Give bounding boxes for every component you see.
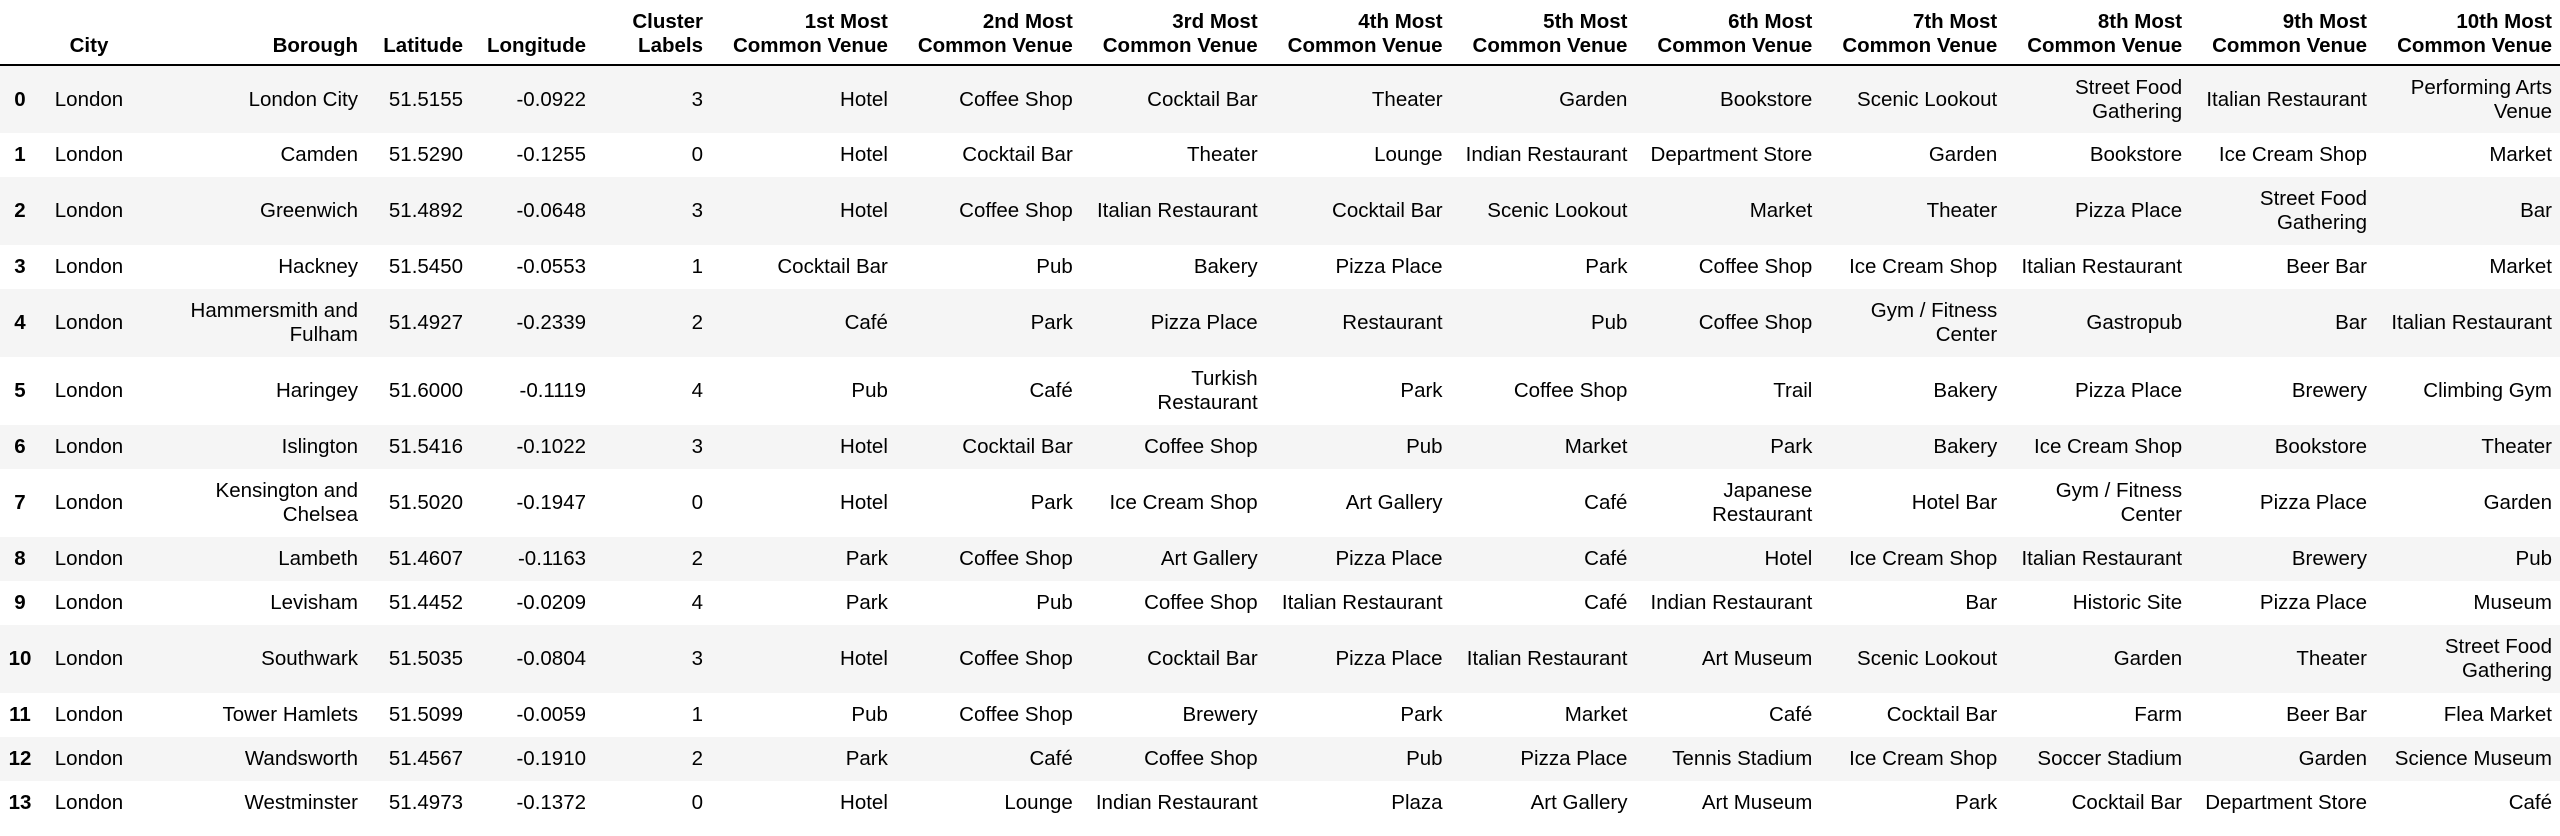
row-index: 10: [8, 647, 32, 670]
column-header: 4th Most Common Venue: [1266, 0, 1451, 65]
table-cell: Islington: [281, 435, 358, 458]
table-cell: Pub: [1036, 255, 1073, 278]
table-cell: Café: [1584, 491, 1628, 514]
table-cell: Café: [1584, 547, 1628, 570]
table-cell: Bookstore: [1720, 87, 1813, 111]
table-cell: 51.5450: [388, 255, 463, 278]
column-header: 9th Most Common Venue: [2190, 0, 2375, 65]
table-cell: Pub: [1406, 747, 1443, 770]
table-cell: Soccer Stadium: [2037, 747, 2183, 770]
table-cell: Brewery: [2291, 547, 2368, 570]
column-header: 6th Most Common Venue: [1635, 0, 1820, 65]
table-cell: Italian Restaurant: [2021, 255, 2183, 278]
index-header: [0, 0, 40, 65]
table-cell: Café: [2508, 791, 2552, 814]
table-row: [0, 133, 2560, 177]
table-cell: Café: [1029, 747, 1073, 770]
table-row: [0, 289, 2560, 357]
table-cell: Gastropub: [2086, 311, 2183, 334]
table-cell: Hotel: [840, 435, 888, 458]
table-cell: Pub: [851, 703, 888, 726]
table-cell: 51.5099: [388, 703, 463, 726]
table-cell: Flea Market: [2443, 703, 2552, 726]
table-cell: Science Museum: [2394, 747, 2552, 770]
table-cell: Street Food Gathering: [2075, 75, 2183, 123]
row-index: 11: [9, 703, 31, 726]
column-header: 7th Most Common Venue: [1820, 0, 2005, 65]
row-index: 9: [14, 591, 26, 614]
row-index: 13: [8, 791, 32, 814]
table-cell: Haringey: [275, 379, 358, 402]
table-cell: Hotel: [840, 491, 888, 514]
city-cell: London: [54, 87, 124, 111]
table-cell: Department Store: [1650, 143, 1813, 166]
table-cell: Museum: [2473, 591, 2552, 614]
table-cell: Park: [845, 591, 888, 614]
table-cell: Levisham: [270, 591, 358, 614]
table-cell: 51.5416: [388, 435, 463, 458]
table-row: [0, 581, 2560, 625]
table-cell: 4: [691, 379, 703, 402]
table-cell: Hotel: [1764, 547, 1813, 570]
table-cell: Pub: [2515, 547, 2552, 570]
table-cell: Department Store: [2205, 791, 2368, 814]
table-cell: Bar: [2335, 311, 2368, 334]
table-cell: Indian Restaurant: [1465, 143, 1628, 166]
table-cell: Bar: [2520, 199, 2552, 222]
city-cell: London: [54, 647, 124, 670]
table-cell: Ice Cream Shop: [1849, 547, 1998, 570]
table-cell: Brewery: [1182, 703, 1258, 726]
table-cell: Turkish Restaurant: [1157, 367, 1258, 414]
table-cell: Indian Restaurant: [1650, 591, 1813, 614]
table-cell: Bookstore: [2089, 143, 2183, 166]
table-cell: -0.2339: [516, 311, 586, 334]
table-cell: Pub: [1406, 435, 1443, 458]
table-cell: -0.0648: [516, 199, 586, 222]
city-cell: London: [54, 791, 124, 814]
row-index: 12: [8, 747, 32, 770]
table-cell: Market: [1564, 435, 1628, 458]
table-row: [0, 65, 2560, 133]
table-cell: Bakery: [1933, 435, 1998, 458]
row-index: 3: [14, 255, 26, 278]
table-cell: Park: [1585, 255, 1628, 278]
table-cell: Scenic Lookout: [1857, 87, 1998, 111]
column-header: 8th Most Common Venue: [2005, 0, 2190, 65]
table-cell: Pub: [1590, 311, 1628, 334]
table-cell: Lounge: [1004, 791, 1073, 814]
table-cell: Scenic Lookout: [1487, 199, 1628, 222]
row-index: 8: [14, 547, 26, 570]
table-cell: Farm: [2134, 703, 2183, 726]
table-cell: Bakery: [1193, 255, 1258, 278]
table-cell: Café: [844, 311, 888, 334]
table-cell: 51.4892: [388, 199, 463, 222]
table-cell: Beer Bar: [2286, 703, 2368, 726]
table-cell: 0: [691, 491, 703, 514]
city-cell: London: [54, 311, 124, 334]
table-row: [0, 625, 2560, 693]
table-cell: 3: [691, 87, 703, 111]
table-cell: Market: [2489, 255, 2552, 278]
table-cell: Climbing Gym: [2423, 379, 2552, 402]
table-cell: Coffee Shop: [1144, 591, 1258, 614]
table-cell: 51.4973: [388, 791, 463, 814]
table-cell: -0.1947: [516, 491, 586, 514]
table-cell: Park: [1400, 379, 1443, 402]
table-cell: Pizza Place: [1150, 311, 1258, 334]
table-cell: -0.0059: [516, 703, 586, 726]
table-cell: Hotel: [840, 87, 888, 111]
table-cell: 51.4452: [388, 591, 463, 614]
row-index: 6: [14, 435, 26, 458]
table-cell: Coffee Shop: [959, 547, 1073, 570]
city-cell: London: [54, 703, 124, 726]
table-cell: 0: [691, 791, 703, 814]
column-header: 3rd Most Common Venue: [1081, 0, 1266, 65]
table-cell: Gym / Fitness Center: [1870, 299, 1998, 346]
table-cell: Garden: [2113, 647, 2183, 670]
table-cell: Coffee Shop: [1513, 379, 1628, 402]
table-cell: Cocktail Bar: [962, 435, 1073, 458]
table-cell: 1: [691, 703, 703, 726]
table-cell: Theater: [1187, 143, 1258, 166]
column-header: 5th Most Common Venue: [1451, 0, 1636, 65]
table-cell: 51.6000: [388, 379, 463, 402]
table-cell: Kensington and Chelsea: [215, 479, 358, 526]
table-cell: Westminster: [244, 791, 358, 814]
column-header: Borough: [138, 0, 366, 65]
table-cell: Cocktail Bar: [962, 143, 1073, 166]
column-header: Latitude: [366, 0, 471, 65]
table-cell: Café: [1584, 591, 1628, 614]
table-body: [0, 65, 2560, 825]
table-cell: Italian Restaurant: [1096, 199, 1258, 222]
city-cell: London: [54, 379, 124, 402]
table-row: [0, 357, 2560, 425]
table-cell: Scenic Lookout: [1857, 647, 1998, 670]
table-cell: 51.4567: [388, 747, 463, 770]
table-cell: Theater: [1926, 199, 1998, 222]
table-cell: 3: [691, 199, 703, 222]
city-cell: London: [54, 255, 124, 278]
table-cell: -0.1255: [516, 143, 586, 166]
table-row: [0, 537, 2560, 581]
table-cell: Cocktail Bar: [2071, 791, 2183, 814]
table-cell: Lambeth: [278, 547, 358, 570]
table-cell: Theater: [2481, 435, 2552, 458]
table-row: [0, 425, 2560, 469]
city-cell: London: [54, 747, 124, 770]
table-cell: 51.4607: [388, 547, 463, 570]
table-cell: Art Museum: [1701, 647, 1813, 670]
table-cell: Cocktail Bar: [1147, 647, 1258, 670]
table-cell: 2: [691, 547, 703, 570]
city-cell: London: [54, 199, 124, 222]
table-cell: Coffee Shop: [959, 703, 1073, 726]
table-cell: Cocktail Bar: [1886, 703, 1998, 726]
table-cell: Ice Cream Shop: [2034, 435, 2183, 458]
table-cell: Hotel: [840, 143, 888, 166]
table-cell: Coffee Shop: [959, 199, 1073, 222]
table-cell: Hammersmith and Fulham: [190, 299, 358, 346]
table-cell: Park: [1030, 491, 1073, 514]
table-cell: Art Gallery: [1160, 547, 1258, 570]
table-cell: Pizza Place: [2075, 199, 2183, 222]
table-cell: Pizza Place: [1335, 547, 1443, 570]
table-cell: Park: [1770, 435, 1813, 458]
table-cell: 51.5290: [388, 143, 463, 166]
column-header: 10th Most Common Venue: [2375, 0, 2560, 65]
table-cell: Park: [1955, 791, 1998, 814]
table-cell: 4: [691, 591, 703, 614]
table-cell: Theater: [2296, 647, 2368, 670]
table-row: [0, 469, 2560, 537]
table-cell: Garden: [2298, 747, 2368, 770]
row-index: 7: [14, 491, 26, 514]
table-cell: Coffee Shop: [1698, 311, 1813, 334]
table-cell: Café: [1769, 703, 1813, 726]
table-cell: London City: [248, 87, 358, 111]
table-cell: 3: [691, 435, 703, 458]
table-cell: Italian Restaurant: [1466, 647, 1628, 670]
table-cell: Bakery: [1933, 379, 1998, 402]
table-cell: Italian Restaurant: [1281, 591, 1443, 614]
table-cell: Performing Arts Venue: [2410, 75, 2552, 123]
table-cell: -0.0553: [516, 255, 586, 278]
table-cell: Street Food Gathering: [2259, 187, 2368, 234]
table-cell: Bookstore: [2274, 435, 2368, 458]
table-cell: Camden: [280, 143, 358, 166]
table-cell: Hotel: [840, 791, 888, 814]
table-cell: Ice Cream Shop: [1849, 747, 1998, 770]
table-cell: Italian Restaurant: [2021, 547, 2183, 570]
table-cell: Art Gallery: [1530, 791, 1628, 814]
table-cell: Café: [1029, 379, 1073, 402]
table-cell: Garden: [1928, 143, 1998, 166]
table-cell: 2: [691, 747, 703, 770]
table-cell: Plaza: [1391, 791, 1443, 814]
table-row: [0, 177, 2560, 245]
table-cell: Market: [2489, 143, 2552, 166]
table-cell: Lounge: [1374, 143, 1443, 166]
table-cell: Ice Cream Shop: [1849, 255, 1998, 278]
table-cell: Ice Cream Shop: [2218, 143, 2368, 166]
table-cell: Cocktail Bar: [1147, 87, 1258, 111]
table-cell: Brewery: [2291, 379, 2368, 402]
table-cell: Art Gallery: [1345, 491, 1443, 514]
table-cell: Historic Site: [2072, 591, 2183, 614]
table-cell: Pizza Place: [1335, 255, 1443, 278]
table-header: [0, 0, 2560, 65]
table-cell: 1: [691, 255, 703, 278]
table-cell: 51.4927: [388, 311, 463, 334]
table-cell: Park: [845, 547, 888, 570]
table-cell: Cocktail Bar: [777, 255, 888, 278]
table-cell: Pizza Place: [1520, 747, 1628, 770]
table-row: [0, 737, 2560, 781]
city-cell: London: [54, 491, 124, 514]
table-cell: Hackney: [278, 255, 358, 278]
table-cell: -0.1372: [516, 791, 586, 814]
header-row: [0, 0, 2560, 65]
table-cell: -0.1163: [517, 547, 586, 570]
table-cell: Coffee Shop: [959, 87, 1073, 111]
column-header: Cluster Labels: [594, 0, 711, 65]
table-cell: Pub: [851, 379, 888, 402]
table-row: [0, 245, 2560, 289]
table-cell: Cocktail Bar: [1332, 199, 1443, 222]
row-index: 2: [14, 199, 26, 222]
table-cell: Coffee Shop: [1144, 435, 1258, 458]
city-cell: London: [54, 547, 124, 570]
table-cell: -0.0804: [516, 647, 586, 670]
column-header: 2nd Most Common Venue: [896, 0, 1081, 65]
table-cell: 3: [691, 647, 703, 670]
city-cell: London: [54, 143, 124, 166]
table-cell: Pizza Place: [2075, 379, 2183, 402]
row-index: 1: [14, 143, 26, 166]
table-cell: Market: [1749, 199, 1813, 222]
column-header: City: [40, 0, 138, 65]
table-cell: Ice Cream Shop: [1109, 491, 1258, 514]
column-header: Longitude: [471, 0, 594, 65]
city-cell: London: [54, 591, 124, 614]
table-cell: Restaurant: [1342, 311, 1443, 334]
table-cell: Garden: [1559, 87, 1628, 111]
table-cell: Trail: [1773, 379, 1813, 402]
table-cell: -0.0922: [516, 87, 586, 111]
table-cell: Coffee Shop: [1144, 747, 1258, 770]
table-cell: Park: [1030, 311, 1073, 334]
table-cell: Market: [1564, 703, 1628, 726]
table-cell: Coffee Shop: [1698, 255, 1813, 278]
table-cell: Southwark: [261, 647, 358, 670]
table-cell: Gym / Fitness Center: [2055, 479, 2183, 526]
table-cell: Coffee Shop: [959, 647, 1073, 670]
table-cell: Garden: [2483, 491, 2552, 514]
table-cell: Hotel: [840, 199, 888, 222]
table-cell: -0.1910: [516, 747, 586, 770]
table-cell: 51.5155: [388, 87, 463, 111]
city-cell: London: [54, 435, 124, 458]
table-row: [0, 693, 2560, 737]
table-cell: Park: [1400, 703, 1443, 726]
row-index: 5: [14, 379, 26, 402]
table-cell: Greenwich: [260, 199, 358, 222]
table-cell: Pizza Place: [2259, 591, 2368, 614]
table-cell: 0: [691, 143, 703, 166]
table-cell: -0.1119: [519, 379, 586, 402]
table-cell: Art Museum: [1701, 791, 1813, 814]
table-cell: Italian Restaurant: [2391, 311, 2552, 334]
table-cell: Bar: [1965, 591, 1998, 614]
table-cell: Pizza Place: [1335, 647, 1443, 670]
table-cell: Pizza Place: [2259, 491, 2368, 514]
table-cell: Pub: [1036, 591, 1073, 614]
column-header: 1st Most Common Venue: [711, 0, 896, 65]
table-cell: Theater: [1371, 87, 1443, 111]
table-cell: Italian Restaurant: [2206, 87, 2368, 111]
table-cell: Tower Hamlets: [222, 703, 358, 726]
table-cell: Hotel: [840, 647, 888, 670]
table-row: [0, 781, 2560, 825]
table-cell: 51.5035: [388, 647, 463, 670]
table-cell: Hotel Bar: [1911, 491, 1998, 514]
table-cell: Japanese Restaurant: [1712, 479, 1813, 526]
table-cell: -0.1022: [516, 435, 586, 458]
table-cell: Wandsworth: [244, 747, 358, 770]
table-cell: Beer Bar: [2286, 255, 2368, 278]
table-cell: 51.5020: [388, 491, 463, 514]
table-cell: Indian Restaurant: [1095, 791, 1258, 814]
table-cell: -0.0209: [516, 591, 586, 614]
table-cell: Street Food Gathering: [2444, 635, 2552, 682]
row-index: 0: [14, 87, 26, 111]
table-cell: 2: [691, 311, 703, 334]
table-cell: Tennis Stadium: [1672, 747, 1813, 770]
row-index: 4: [14, 311, 26, 334]
table-cell: Park: [845, 747, 888, 770]
